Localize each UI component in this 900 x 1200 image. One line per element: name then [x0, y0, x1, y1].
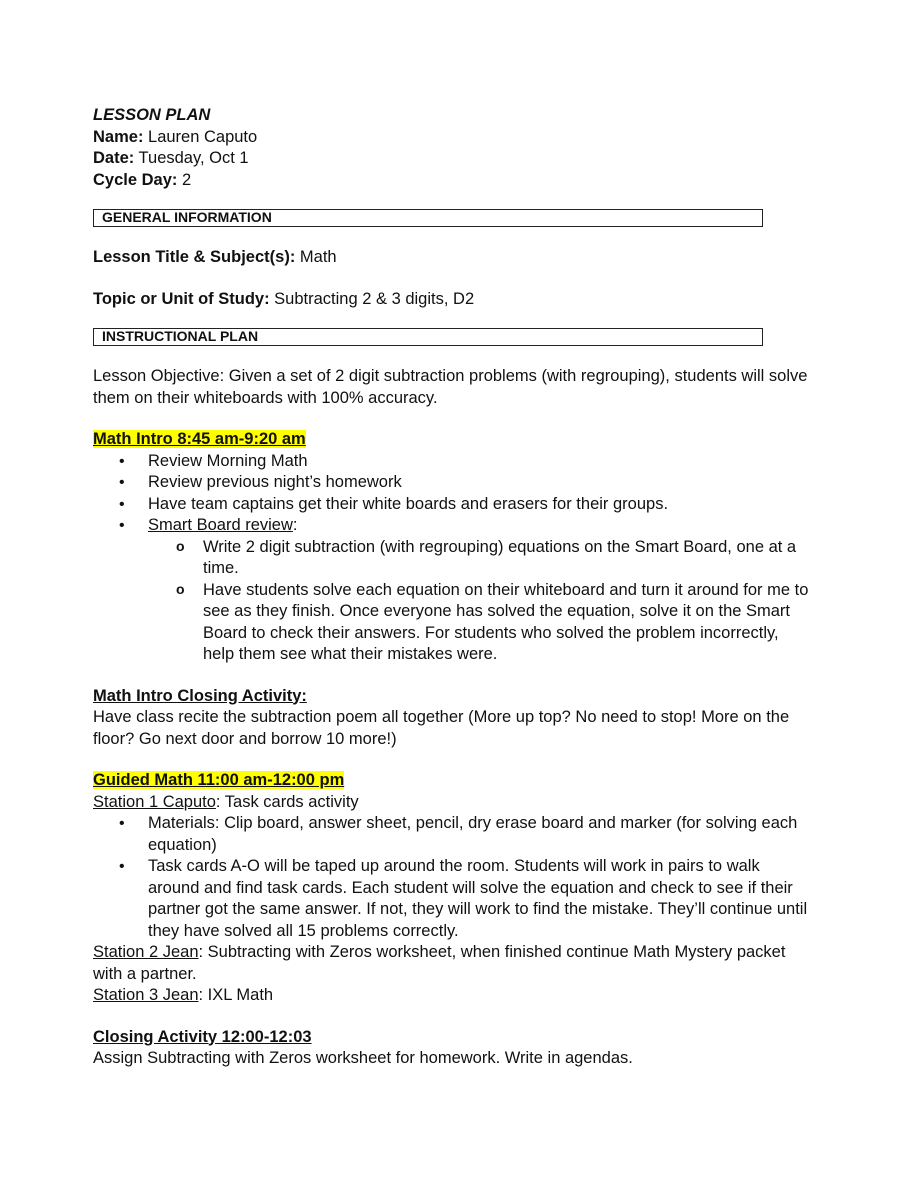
- list-item: • Have team captains get their white boards and erasers for their groups.: [93, 494, 813, 516]
- smart-board-sub-list: [148, 537, 813, 666]
- date-value: Tuesday, Oct 1: [134, 149, 249, 167]
- spacer: [93, 666, 813, 686]
- name-field: [93, 127, 813, 149]
- lesson-title-label: Lesson Title & Subject(s):: [93, 248, 296, 266]
- guided-math-heading: Guided Math 11:00 am-12:00 pm: [93, 771, 345, 789]
- math-intro-closing-text: Have class recite the subtraction poem all together (More up top? No need to stop! More on the floor? Go next door and borrow 10 more!): [93, 708, 790, 748]
- lesson-plan-content: [93, 105, 813, 1070]
- station-1-label: Station 1 Caputo: [93, 792, 216, 811]
- list-item: • Review previous night’s homework: [93, 472, 813, 494]
- lesson-title-field: [93, 247, 813, 269]
- cycle-day-field: [93, 170, 813, 192]
- instructional-plan-header: INSTRUCTIONAL PLAN: [93, 328, 763, 346]
- station-2: [93, 942, 813, 985]
- list-item: • Materials: Clip board, answer sheet, pencil, dry erase board and marker (for solving each equation): [93, 813, 813, 856]
- math-intro-section: [93, 429, 813, 666]
- date-field: [93, 148, 813, 170]
- spacer: [93, 269, 813, 289]
- spacer: [93, 1007, 813, 1027]
- station-3-label: Station 3 Jean: [93, 986, 199, 1004]
- station-3: [93, 985, 813, 1007]
- lesson-objective: Lesson Objective: Given a set of 2 digit subtraction problems (with regrouping), students will solve them on their whiteboards with 100% accuracy.: [93, 367, 808, 407]
- smart-board-review-item: [93, 515, 813, 666]
- topic-value: Subtracting 2 & 3 digits, D2: [269, 289, 475, 308]
- list-item: • Review Morning Math: [93, 451, 813, 473]
- smart-board-review-colon: :: [292, 516, 298, 534]
- spacer: [93, 409, 813, 429]
- math-intro-heading: Math Intro 8:45 am-9:20 am: [93, 430, 306, 448]
- station-1-text: : Task cards activity: [215, 792, 359, 811]
- spacer: [93, 750, 813, 770]
- closing-activity-section: [93, 1027, 813, 1070]
- general-information-header: GENERAL INFORMATION: [93, 209, 763, 227]
- math-intro-closing-section: [93, 686, 813, 751]
- math-intro-closing-heading: Math Intro Closing Activity:: [93, 686, 307, 705]
- spacer: [93, 227, 813, 247]
- math-intro-list: [93, 451, 813, 666]
- cycle-day-value: 2: [177, 170, 192, 189]
- name-value: Lauren Caputo: [143, 127, 258, 146]
- sub-list-item: o Write 2 digit subtraction (with regrouping) equations on the Smart Board, one at a time.: [93, 537, 813, 580]
- cycle-day-label: Cycle Day:: [93, 170, 178, 189]
- list-item: • Task cards A-O will be taped up around the room. Students will work in pairs to walk around and find task cards. Each student will solve the equation and check to see if their partner got the same answer. If not, they will work to find the mistake. They’ll continue until they have solved all 15 problems correctly.: [93, 856, 813, 942]
- station-1: [93, 792, 813, 814]
- guided-math-section: [93, 770, 813, 1007]
- date-label: Date:: [93, 149, 135, 167]
- station-2-label: Station 2 Jean: [93, 943, 199, 961]
- closing-activity-text: Assign Subtracting with Zeros worksheet for homework. Write in agendas.: [93, 1049, 633, 1067]
- closing-activity-heading: Closing Activity 12:00-12:03: [93, 1027, 312, 1046]
- topic-field: [93, 289, 813, 311]
- smart-board-review-label: Smart Board review: [148, 516, 293, 534]
- lesson-title-value: Math: [295, 248, 337, 266]
- station-1-list: [93, 813, 813, 942]
- name-label: Name:: [93, 127, 144, 146]
- document-title: LESSON PLAN: [93, 106, 211, 124]
- spacer: [93, 346, 813, 366]
- topic-label: Topic or Unit of Study:: [93, 289, 270, 308]
- station-2-text: : Subtracting with Zeros worksheet, when finished continue Math Mystery packet with a partner.: [93, 943, 786, 983]
- station-3-text: : IXL Math: [198, 986, 274, 1004]
- sub-list-item: o Have students solve each equation on their whiteboard and turn it around for me to see as they finish. Once everyone has solved the equation, solve it on the Smart Board to check their answers. For students who solved the problem incorrectly, help them see what their mistakes were.: [93, 580, 813, 666]
